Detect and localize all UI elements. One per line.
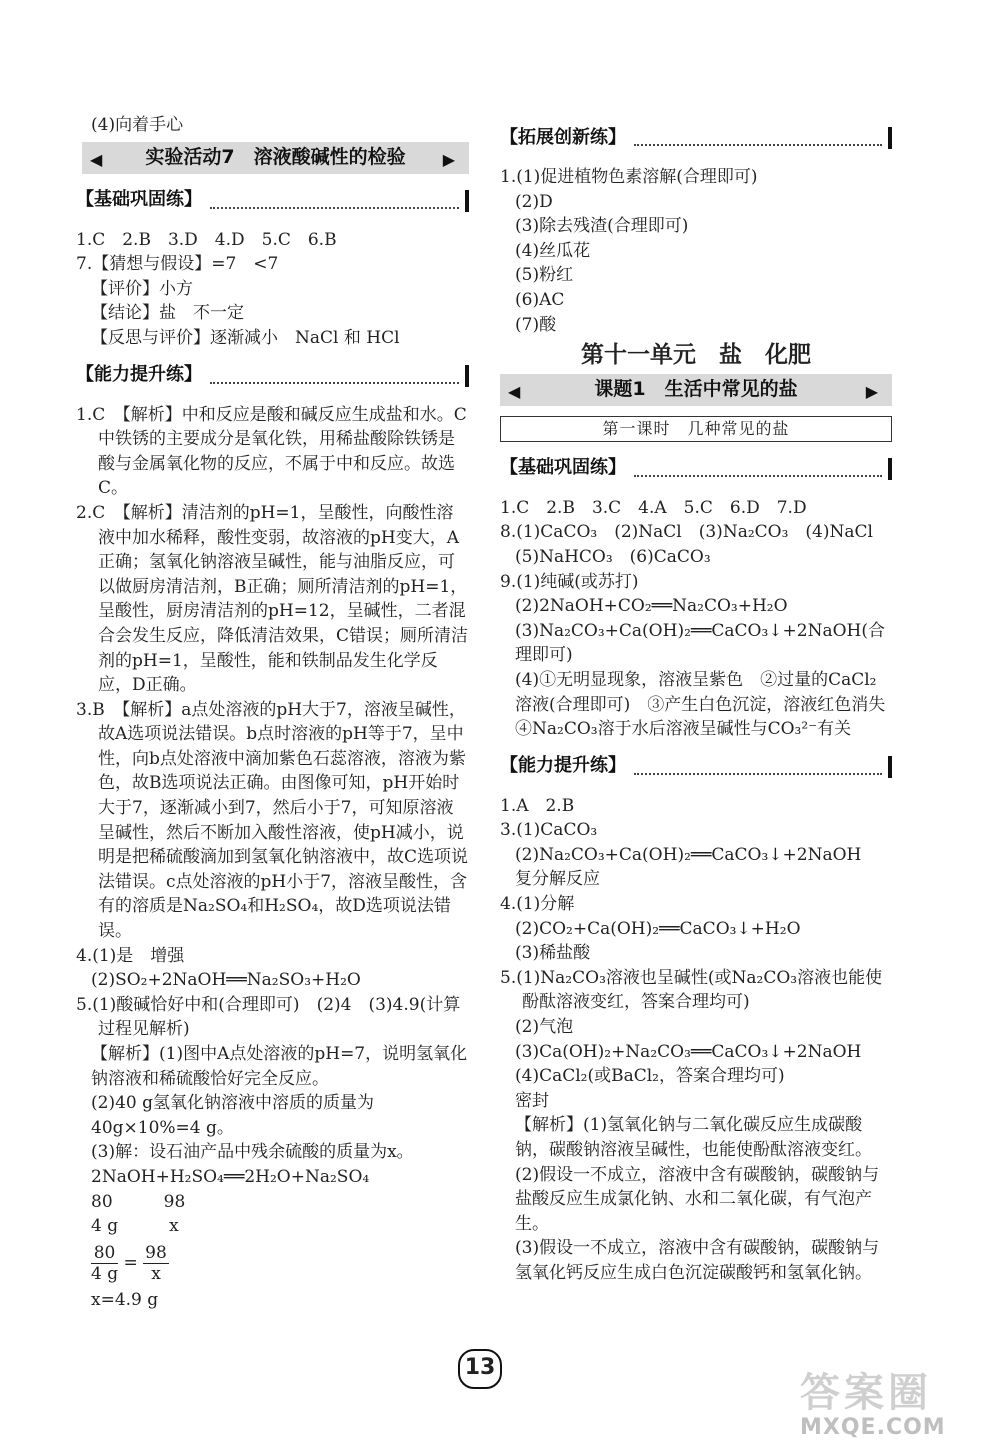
end-bar xyxy=(888,127,892,149)
answer-line: (2)气泡 xyxy=(515,1017,574,1038)
section-header-extension xyxy=(500,121,892,155)
fraction-denominator: x xyxy=(151,1263,161,1284)
analysis-paragraph: 【解析】(1)氢氧化钠与二氧化碳反应生成碳酸钠，碳酸钠溶液呈碱性，也能使酚酞溶液变红。 xyxy=(515,1115,872,1160)
lesson-title-bar xyxy=(500,374,892,406)
dotted-leader xyxy=(210,193,459,209)
section-header-ability xyxy=(76,359,469,393)
answer-paragraph: (4)①无明显现象，溶液呈紫色 ②过量的CaCl₂溶液(合理即可) ③产生白色沉淀，溶液红色消失 ④Na₂CO₃溶于水后溶液呈碱性与CO₃²⁻有关 xyxy=(515,669,903,740)
answer-line: 【评价】小方 xyxy=(91,278,193,299)
equation-line: (2)SO₂+2NaOH══Na₂SO₃+H₂O xyxy=(91,970,361,991)
answer-line: (3)除去残渣(合理即可) xyxy=(515,216,689,237)
dotted-leader xyxy=(210,368,459,384)
equals-sign: = xyxy=(123,1252,138,1273)
dotted-leader xyxy=(634,130,882,146)
section-header-basic xyxy=(500,452,892,486)
answer-line: 1.A 2.B xyxy=(500,795,575,816)
answer-line: 【反思与评价】逐渐减小 NaCl 和 HCl xyxy=(91,327,400,348)
answer-line: 3.(1)CaCO₃ xyxy=(500,820,598,841)
fraction-numerator: 98 xyxy=(145,1242,167,1263)
section-header-ability xyxy=(500,750,892,784)
mass-ratio-line: 80 98 xyxy=(91,1191,186,1212)
equation-line: 2NaOH+H₂SO₄══2H₂O+Na₂SO₄ xyxy=(91,1166,370,1187)
answer-line: 复分解反应 xyxy=(515,869,600,890)
lesson-title: 课题1 生活中常见的盐 xyxy=(594,378,798,401)
answer-line: (5)粉红 xyxy=(515,265,574,286)
answer-paragraph: 5.(1)Na₂CO₃溶液也呈碱性(或Na₂CO₃溶液也能使酚酞溶液变红，答案合理均可) xyxy=(500,967,883,1013)
left-column xyxy=(76,113,469,1312)
activity-title-bar xyxy=(82,142,469,174)
equation-line: (3)Ca(OH)₂+Na₂CO₃══CaCO₃↓+2NaOH xyxy=(515,1041,862,1062)
answer-line: 7.【猜想与假设】=7 <7 xyxy=(76,254,279,275)
answer-line: 9.(1)纯碱(或苏打) xyxy=(500,571,639,592)
analysis-paragraph: 【解析】(1)图中A点处溶液的pH=7，说明氢氧化钠溶液和稀硫酸恰好完全反应。 xyxy=(91,1044,468,1089)
section-header-basic xyxy=(76,184,469,218)
answer-paragraph: 1.C 【解析】中和反应是酸和碱反应生成盐和水。C中铁锈的主要成分是氧化铁，用稀盐酸除铁锈是酸与金属氧化物的反应，不属于中和反应。故选C。 xyxy=(76,404,467,499)
answer-line: (3)稀盐酸 xyxy=(515,943,591,964)
right-triangle-icon: ▶ xyxy=(865,381,878,401)
answer-line: x=4.9 g xyxy=(91,1289,159,1310)
answer-line: (7)酸 xyxy=(515,314,557,335)
answer-line: 密封 xyxy=(515,1090,549,1111)
dotted-leader xyxy=(634,759,882,775)
section-title: 【拓展创新练】 xyxy=(500,126,626,148)
answer-line: 4.(1)分解 xyxy=(500,894,575,915)
answer-line: 1.C 2.B 3.D 4.D 5.C 6.B xyxy=(76,229,337,250)
answer-paragraph: (3)Na₂CO₃+Ca(OH)₂══CaCO₃↓+2NaOH(合理即可) xyxy=(515,620,885,666)
equation-line: (2)2NaOH+CO₂══Na₂CO₃+H₂O xyxy=(515,596,788,617)
left-triangle-icon: ◀ xyxy=(90,149,103,169)
end-bar xyxy=(888,756,892,778)
proportion xyxy=(76,1239,469,1288)
answer-line: 8.(1)CaCO₃ (2)NaCl (3)Na₂CO₃ (4)NaCl xyxy=(500,522,873,543)
answer-line: 【结论】盐 不一定 xyxy=(91,303,244,324)
answer-line: 1.(1)促进植物色素溶解(合理即可) xyxy=(500,167,758,187)
section-title: 【能力提升练】 xyxy=(500,755,626,777)
answer-paragraph: 3.B 【解析】a点处溶液的pH大于7，溶液呈碱性，故A选项说法错误。b点时溶液的pH等于7，呈中性，向b点处溶液中滴加紫色石蕊溶液，溶液为紫色，故B选项说法正确。由图像可知，pH开始时大于7，逐渐减小到7，然后小于7，可知原溶液呈碱性，然后不断加入酸性溶液，使pH减小，说明是把稀硫酸滴加到氢氧化钠溶液中，故C选项说法错误。c点处溶液的pH小于7，溶液呈酸性，含有的溶质是Na₂SO₄和H₂SO₄，故D选项说法错误。 xyxy=(76,699,469,942)
answer-paragraph: 2.C 【解析】清洁剂的pH=1，呈酸性，向酸性溶液中加水稀释，酸性变弱，故溶液的pH变大，A正确；氢氧化钠溶液呈碱性，能与油脂反应，可以做厨房清洁剂，B正确；厕所清洁剂的pH=1，呈酸性，厨房清洁剂的pH=12，呈碱性，二者混合会发生反应，降低清洁效果，C错误；厕所清洁剂的pH=1，呈酸性，能和铁制品发生化学反应，D正确。 xyxy=(76,502,469,696)
right-triangle-icon: ▶ xyxy=(442,149,455,169)
end-bar xyxy=(465,190,469,212)
analysis-paragraph: (3)解：设石油产品中残余硫酸的质量为x。 xyxy=(91,1142,414,1163)
end-bar xyxy=(465,365,469,387)
mass-line: 4 g x xyxy=(91,1216,179,1237)
dotted-leader xyxy=(634,461,882,477)
answer-line: (4)丝瓜花 xyxy=(515,240,591,261)
equation-line: (2)Na₂CO₃+Ca(OH)₂══CaCO₃↓+2NaOH xyxy=(515,844,862,865)
watermark-url: MXQE.COM xyxy=(800,1415,946,1440)
page-number: 13 xyxy=(458,1349,502,1389)
answer-line: (4)CaCl₂(或BaCl₂，答案合理均可) xyxy=(515,1066,785,1087)
section-title: 【基础巩固练】 xyxy=(76,189,202,211)
answer-line: (6)AC xyxy=(515,289,565,310)
analysis-paragraph: (2)40 g氢氧化钠溶液中溶质的质量为40g×10%=4 g。 xyxy=(91,1093,374,1138)
analysis-paragraph: (3)假设一不成立，溶液中含有碳酸钠，碳酸钠与氢氧化钙反应生成白色沉淀碳酸钙和氢氧化钠。 xyxy=(515,1238,880,1283)
section-title: 【基础巩固练】 xyxy=(500,457,626,479)
right-column xyxy=(500,121,903,1286)
subsection-box: 第一课时 几种常见的盐 xyxy=(500,416,892,442)
answer-line: 4.(1)是 增强 xyxy=(76,945,185,966)
activity-title: 实验活动7 溶液酸碱性的检验 xyxy=(145,146,406,169)
equation-line: (2)CO₂+Ca(OH)₂══CaCO₃↓+H₂O xyxy=(515,918,801,939)
watermark-text: 答案圈 xyxy=(800,1370,932,1416)
answer-line: (5)NaHCO₃ (6)CaCO₃ xyxy=(515,546,711,567)
answer-line: (2)D xyxy=(515,191,553,212)
end-bar xyxy=(888,458,892,480)
watermark-logo xyxy=(800,1370,990,1445)
fraction-numerator: 80 xyxy=(91,1243,118,1264)
analysis-paragraph: (2)假设一不成立，溶液中含有碳酸钠，碳酸钠与盐酸反应生成氯化钠、水和二氧化碳，有气泡产生。 xyxy=(515,1164,880,1234)
fraction-denominator: 4 g xyxy=(91,1263,119,1284)
left-triangle-icon: ◀ xyxy=(508,381,521,401)
answer-paragraph: 5.(1)酸碱恰好中和(合理即可) (2)4 (3)4.9(计算过程见解析) xyxy=(76,994,461,1040)
fraction xyxy=(91,1243,118,1284)
unit-title: 第十一单元 盐 化肥 xyxy=(581,342,811,369)
fraction xyxy=(143,1243,169,1284)
answer-line: 1.C 2.B 3.C 4.A 5.C 6.D 7.D xyxy=(500,497,807,518)
section-title: 【能力提升练】 xyxy=(76,364,202,386)
text-line: (4)向着手心 xyxy=(91,115,184,135)
